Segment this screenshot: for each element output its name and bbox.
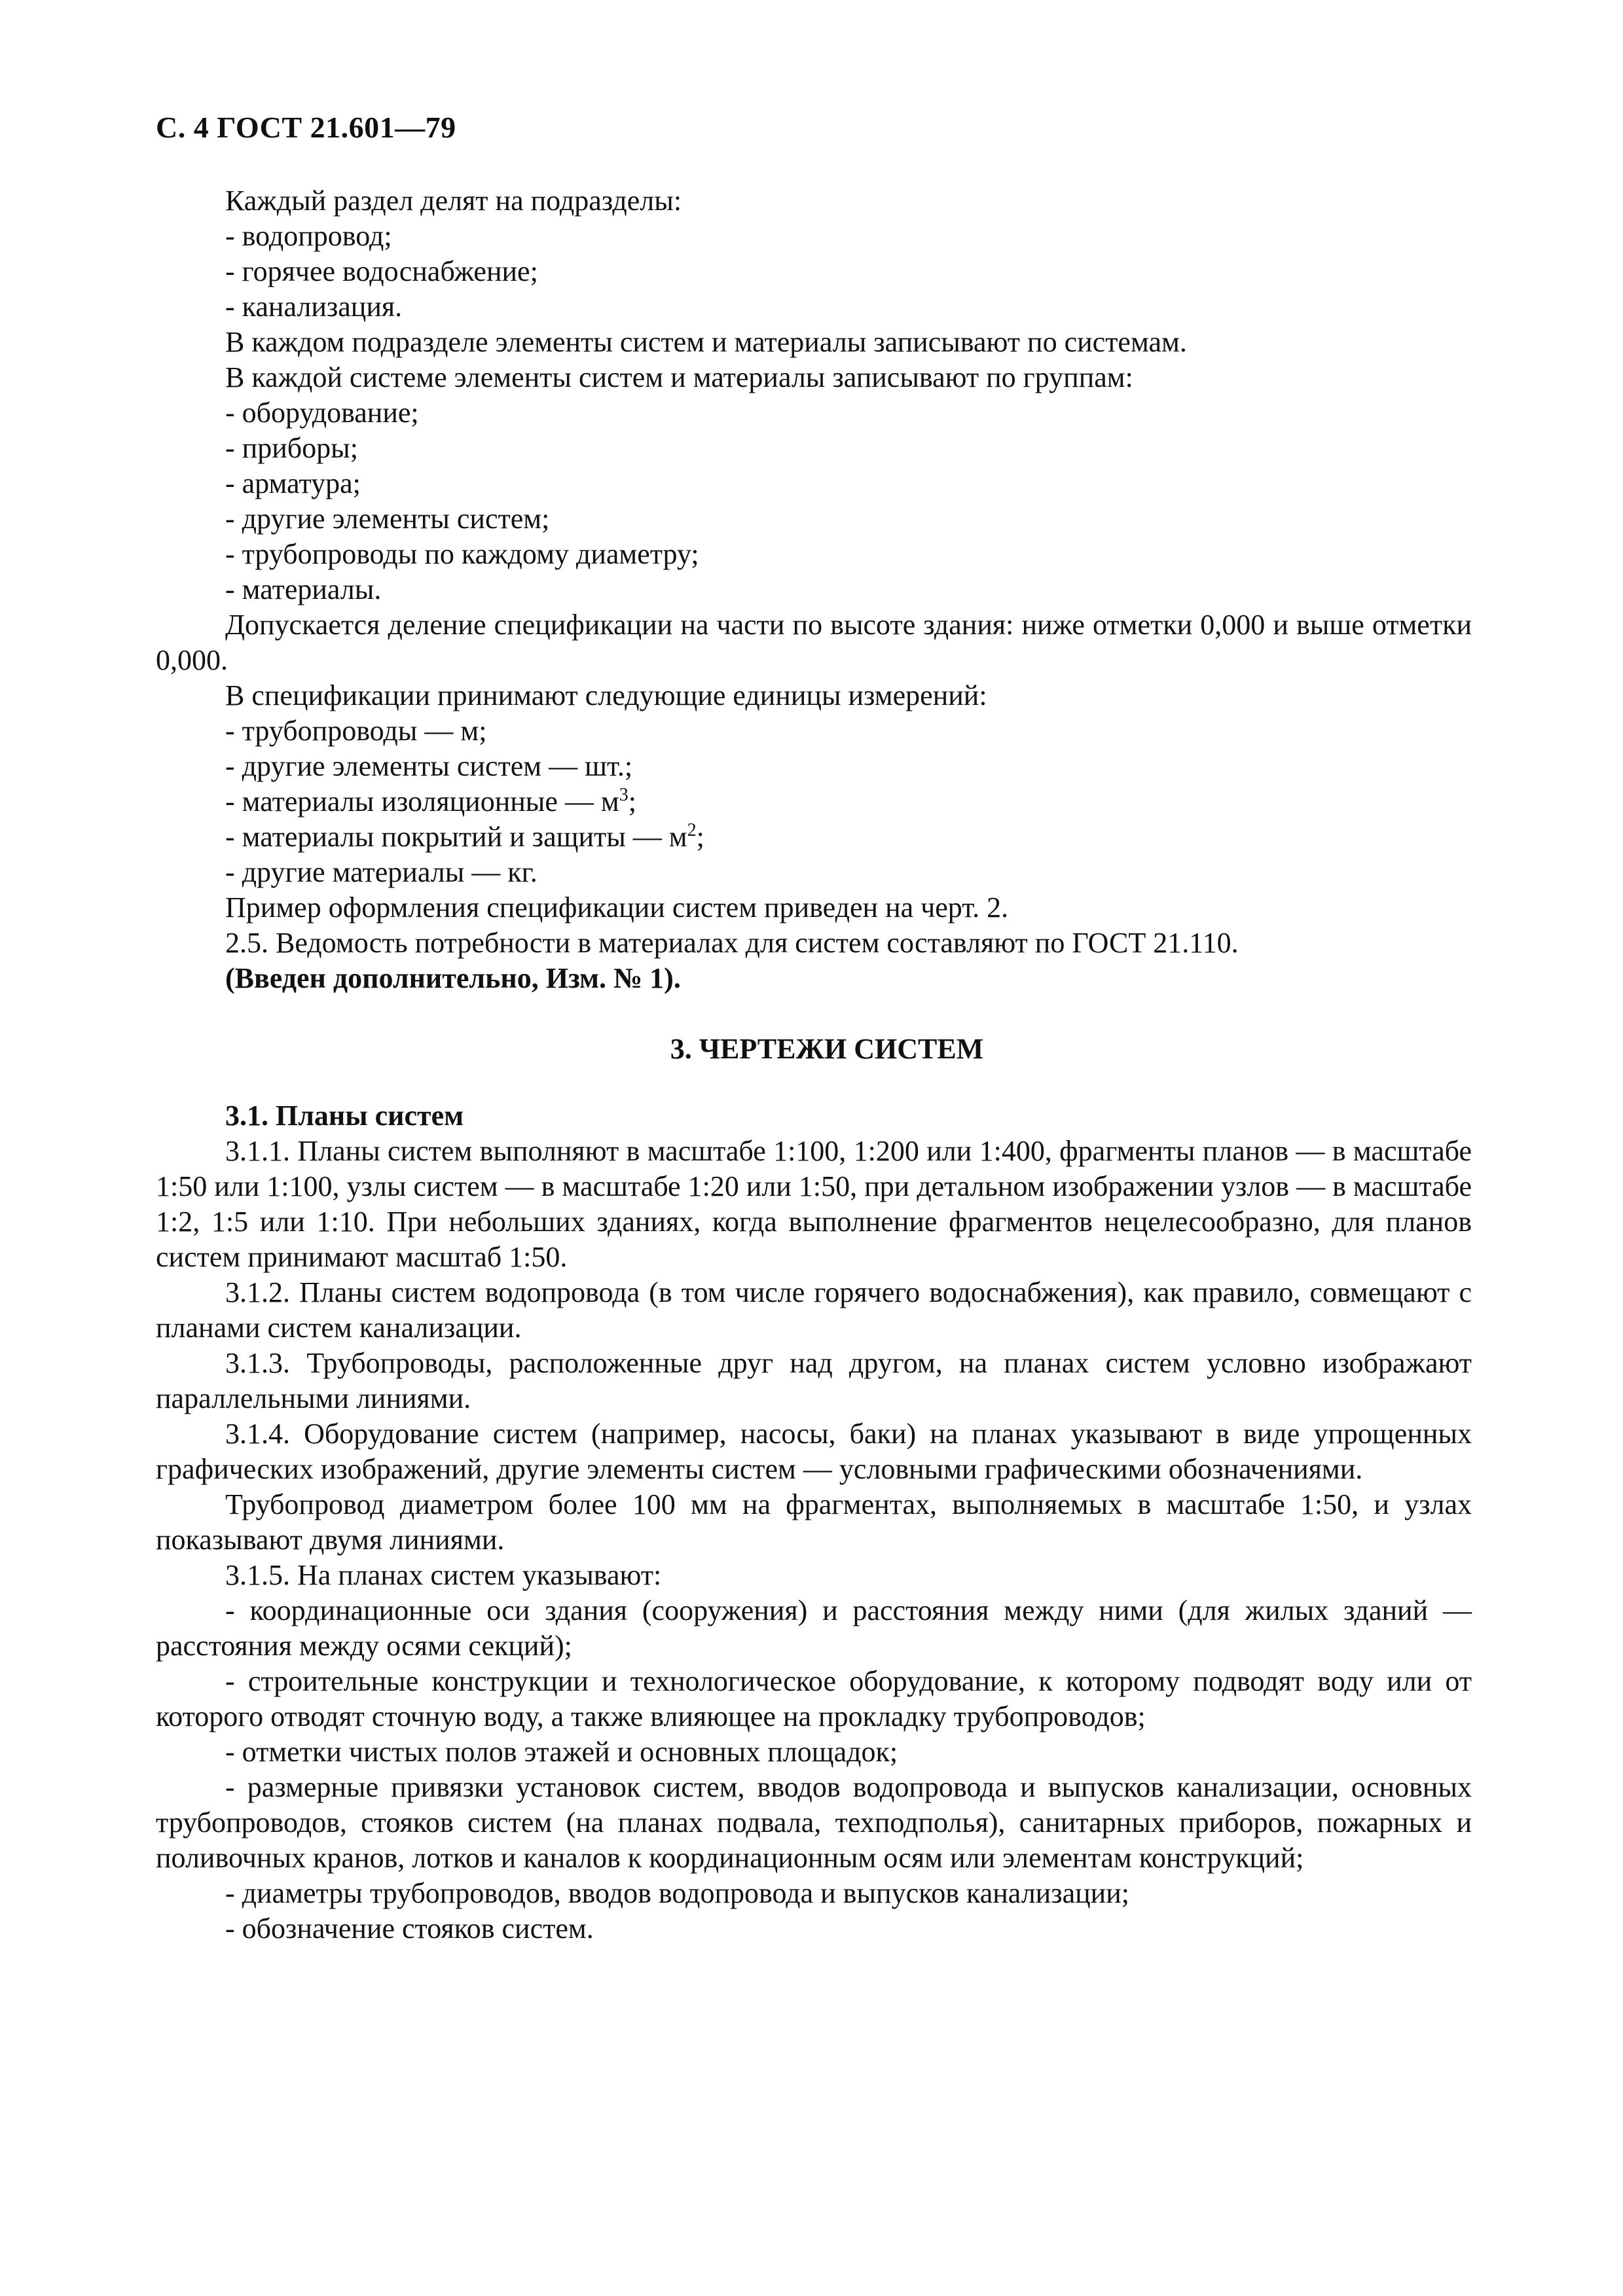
list-item xyxy=(156,819,1472,855)
list-item: - обозначение стояков систем. xyxy=(225,1912,594,1945)
list-item-end: ; xyxy=(628,785,636,817)
list-item: - отметки чистых полов этажей и основных площадок; xyxy=(225,1736,898,1768)
list-item: - другие материалы — кг. xyxy=(225,856,538,888)
list-item xyxy=(156,784,1472,819)
list-item: - приборы; xyxy=(225,432,358,464)
list-item: - оборудование; xyxy=(225,397,419,429)
section-title: 3. ЧЕРТЕЖИ СИСТЕМ xyxy=(670,1033,984,1065)
list-item-text: - материалы покрытий и защиты — м xyxy=(225,821,687,853)
paragraph: В каждом подразделе элементы систем и материалы записывают по системам. xyxy=(225,326,1187,358)
superscript: 2 xyxy=(687,820,697,840)
paragraph: 2.5. Ведомость потребности в материалах для систем составляют по ГОСТ 21.110. xyxy=(225,927,1239,959)
list-item-end: ; xyxy=(696,821,704,853)
list-item: - материалы. xyxy=(225,573,382,605)
page-header: С. 4 ГОСТ 21.601—79 xyxy=(156,111,456,144)
list-item: - размерные привязки установок систем, вводов водопровода и выпусков канализации, основных трубопроводов, стояков систем (на планах подвала, техподполья), санитарных приборов, пожарных и поливочных кранов, лотков и каналов к координационным осям или элементам конструкций; xyxy=(156,1771,1472,1874)
paragraph: 3.1.1. Планы систем выполняют в масштабе 1:100, 1:200 или 1:400, фрагменты планов — в масштабе 1:50 или 1:100, узлы систем — в масштабе 1:20 или 1:50, при детальном изображении узлов — в масштабе 1:2, 1:5 или 1:10. При небольших зданиях, когда выполнение фрагментов нецелесообразно, для планов систем принимают масштаб 1:50. xyxy=(156,1135,1472,1273)
list-item: - координационные оси здания (сооружения) и расстояния между ними (для жилых зданий — расстояния между осями секций); xyxy=(156,1594,1472,1662)
list-item: - трубопроводы по каждому диаметру; xyxy=(225,538,699,570)
paragraph: 3.1.2. Планы систем водопровода (в том числе горячего водоснабжения), как правило, совмещают с планами систем канализации. xyxy=(156,1276,1472,1344)
paragraph: Трубопровод диаметром более 100 мм на фрагментах, выполняемых в масштабе 1:50, и узлах показывают двумя линиями. xyxy=(156,1488,1472,1556)
list-item: - другие элементы систем — шт.; xyxy=(225,750,633,782)
paragraph: 3.1.5. На планах систем указывают: xyxy=(225,1559,662,1591)
list-item: - горячее водоснабжение; xyxy=(225,255,538,287)
list-item: - канализация. xyxy=(225,291,403,323)
paragraph: 3.1.4. Оборудование систем (например, насосы, баки) на планах указывают в виде упрощенных графических изображений, другие элементы систем — условными графическими обозначениями. xyxy=(156,1418,1472,1485)
list-item: - водопровод; xyxy=(225,220,392,252)
paragraph: В спецификации принимают следующие единицы измерений: xyxy=(225,679,987,711)
list-item-text: - материалы изоляционные — м xyxy=(225,785,619,817)
paragraph: 3.1.3. Трубопроводы, расположенные друг над другом, на планах систем условно изображают параллельными линиями. xyxy=(156,1347,1472,1414)
list-item: - диаметры трубопроводов, вводов водопровода и выпусков канализации; xyxy=(225,1877,1129,1909)
list-item: - трубопроводы — м; xyxy=(225,715,487,747)
amendment-note: (Введен дополнительно, Изм. № 1). xyxy=(225,962,681,994)
list-item: - арматура; xyxy=(225,467,361,499)
subsection-title: 3.1. Планы систем xyxy=(225,1100,464,1132)
list-item: - строительные конструкции и технологическое оборудование, к которому подводят воду или от которого отводят сточную воду, а также влияющее на прокладку трубопроводов; xyxy=(156,1665,1472,1732)
document-body xyxy=(156,183,1472,1946)
paragraph: В каждой системе элементы систем и материалы записывают по группам: xyxy=(225,361,1133,393)
superscript: 3 xyxy=(619,785,629,805)
paragraph: Каждый раздел делят на подразделы: xyxy=(225,185,682,217)
paragraph: Пример оформления спецификации систем приведен на черт. 2. xyxy=(225,891,1009,924)
list-item: - другие элементы систем; xyxy=(225,503,550,535)
paragraph: Допускается деление спецификации на части по высоте здания: ниже отметки 0,000 и выше отметки 0,000. xyxy=(156,609,1472,676)
